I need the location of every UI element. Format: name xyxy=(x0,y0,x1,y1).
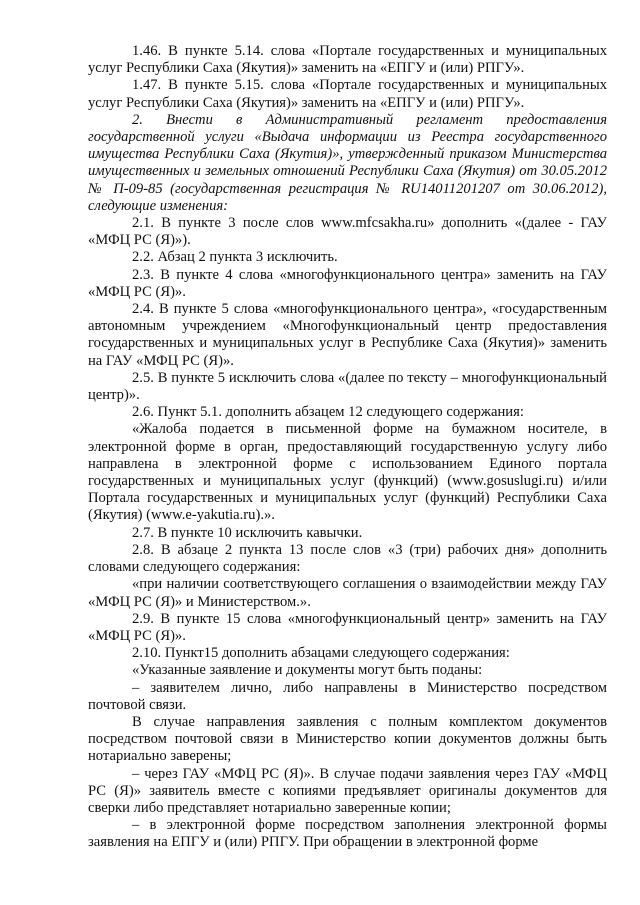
paragraph-2-8: 2.8. В абзаце 2 пункта 13 после слов «3 (три) рабочих дня» дополнить словами следующего содержания: xyxy=(88,541,607,576)
paragraph-1-46: 1.46. В пункте 5.14. слова «Портале государственных и муниципальных услуг Республики Саха (Якутия)» заменить на «ЕПГУ и (или) РПГУ». xyxy=(88,43,607,77)
paragraph-2-3: 2.3. В пункте 4 слова «многофункционального центра» заменить на ГАУ «МФЦ РС (Я)». xyxy=(88,266,607,300)
paragraph-2-7: 2.7. В пункте 10 исключить кавычки. xyxy=(132,524,363,541)
bullet-in-person: – заявителем лично, либо направлены в Министерство посредством почтовой связи. xyxy=(88,679,607,713)
paragraph-submission-intro: «Указанные заявление и документы могут быть поданы: xyxy=(132,662,483,679)
paragraph-complaint-text: «Жалоба подается в письменной форме на бумажном носителе, в электронной форме в орган, предоставляющий государственную услугу либо направлена в электронной форме с использованием Единого портала государственных и муниципальных услуг (функций) (www.gosuslugi.ru) и/или Портала государственных и муниципальных услуг (функций) Республики Саха (Якутия) (www.e-yakutia.ru).». xyxy=(88,421,607,524)
bullet-via-mfc: – через ГАУ «МФЦ РС (Я)». В случае подачи заявления через ГАУ «МФЦ РС (Я)» заявитель вместе с копиями предъявляет оригиналы документов для сверки либо представляет нотариально заверенные копии; xyxy=(88,765,607,816)
paragraph-2-2: 2.2. Абзац 2 пункта 3 исключить. xyxy=(132,249,338,266)
paragraph-1-47: 1.47. В пункте 5.15. слова «Портале государственных и муниципальных услуг Республики Саха (Якутия)» заменить на «ЕПГУ и (или) РПГУ». xyxy=(88,77,607,111)
paragraph-2-1: 2.1. В пункте 3 после слов www.mfcsakha.ru» дополнить «(далее - ГАУ «МФЦ РС (Я)»). xyxy=(88,215,607,249)
paragraph-2-9: 2.9. В пункте 15 слова «многофункциональный центр» заменить на ГАУ «МФЦ РС (Я)». xyxy=(88,610,607,644)
paragraph-2-6: 2.6. Пункт 5.1. дополнить абзацем 12 следующего содержания: xyxy=(132,404,524,421)
paragraph-2-intro: 2. Внести в Административный регламент предоставления государственной услуги «Выдача информации из Реестра государственного имущества Республики Саха (Якутия)», утвержденный приказом Министерства имущественных и земельных отношений Республики Саха (Якутия) от 30.05.2012 № П-09-85 (государственная регистрация № RU14011201207 от 30.06.2012), следующие изменения: xyxy=(88,111,607,214)
paragraph-2-10: 2.10. Пункт15 дополнить абзацами следующего содержания: xyxy=(132,645,510,662)
paragraph-2-5: 2.5. В пункте 5 исключить слова «(далее по тексту – многофункциональный центр)». xyxy=(88,369,607,404)
paragraph-postal-note: В случае направления заявления с полным комплектом документов посредством почтовой связи в Министерство копии документов должны быть нотариально заверены; xyxy=(88,713,607,765)
document-body xyxy=(88,43,607,852)
paragraph-2-4: 2.4. В пункте 5 слова «многофункционального центра», «государственным автономным учреждением «Многофункциональный центр предоставления государственных и муниципальных услуг в Республике Саха (Якутия)» заменить на ГАУ «МФЦ РС (Я)». xyxy=(88,301,607,369)
paragraph-agreement-text: «при наличии соответствующего соглашения о взаимодействии между ГАУ «МФЦ РС (Я)» и Министерством.». xyxy=(88,576,607,610)
bullet-electronic: – в электронной форме посредством заполнения электронной формы заявления на ЕПГУ и (или) РПГУ. При обращении в электронной форме xyxy=(88,817,607,851)
